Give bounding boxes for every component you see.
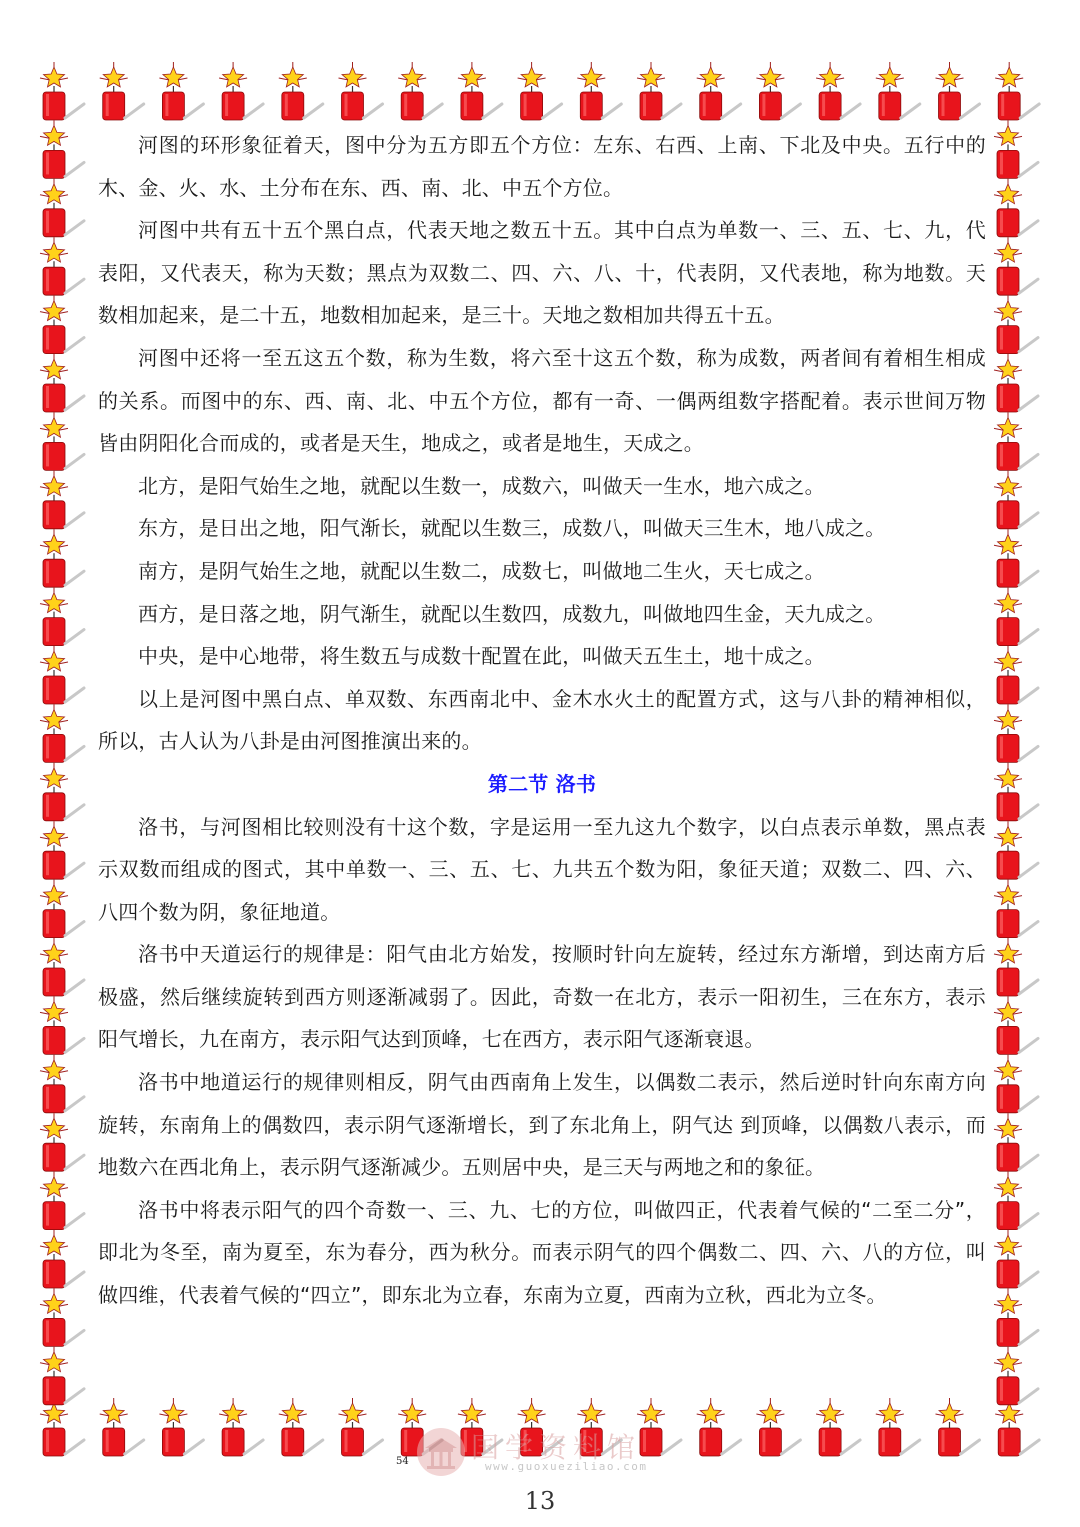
candle-icon xyxy=(697,1398,741,1456)
candle-icon xyxy=(994,471,1038,529)
candle-icon xyxy=(994,821,1038,879)
paragraph-7: 西方，是日落之地，阴气渐生，就配以生数四，成数九，叫做地四生金，天九成之。 xyxy=(138,601,886,626)
candle-icon xyxy=(40,1347,84,1405)
candle-icon xyxy=(994,938,1038,996)
section-paragraph-2: 洛书中天道运行的规律是：阳气由北方始发，按顺时针向左旋转，经过东方渐增，到达南方后极盛，然后继续旋转到西方则逐渐减弱了。因此，奇数一在北方，表示一阳初生，三在东方，表示阳气增长，九在南方，表示阳气达到顶峰，七在西方，表示阳气逐渐衰退。 xyxy=(98,942,986,1052)
candle-icon xyxy=(995,62,1039,120)
candle-icon xyxy=(40,1288,84,1346)
candle-icon xyxy=(40,938,84,996)
candle-icon xyxy=(994,296,1038,354)
candle-icon xyxy=(936,1398,980,1456)
candle-icon xyxy=(994,237,1038,295)
candle-icon xyxy=(994,1055,1038,1113)
candle-icon xyxy=(40,996,84,1054)
candle-icon xyxy=(339,62,383,120)
candle-icon xyxy=(40,1055,84,1113)
candle-icon xyxy=(40,1172,84,1230)
section-paragraph-4: 洛书中将表示阳气的四个奇数一、三、九、七的方位，叫做四正，代表着气候的“二至二分”，即北为冬至，南为夏至，东为春分，西为秋分。而表示阴气的四个偶数二、四、六、八的方位，叫做四维，代表着气候的“四立”，即东北为立春，东南为立夏，西南为立秋，西北为立冬。 xyxy=(98,1197,986,1308)
page-number: 13 xyxy=(524,1487,556,1515)
candle-icon xyxy=(40,62,84,120)
candle-icon xyxy=(577,62,621,120)
candle-icon xyxy=(40,471,84,529)
watermark-url: www.guoxueziliao.com xyxy=(485,1460,648,1473)
paragraph-4: 北方，是阳气始生之地，就配以生数一，成数六，叫做天一生水，地六成之。 xyxy=(138,473,825,498)
watermark-text: 国学资料馆 xyxy=(471,1431,642,1464)
candle-icon xyxy=(40,296,84,354)
candle-icon xyxy=(40,763,84,821)
candle-icon xyxy=(40,179,84,237)
candle-icon xyxy=(994,179,1038,237)
candle-icon xyxy=(279,62,323,120)
candle-icon xyxy=(994,763,1038,821)
paragraph-8: 中央，是中心地带，将生数五与成数十配置在此，叫做天五生土，地十成之。 xyxy=(138,644,825,669)
paragraph-2: 河图中共有五十五个黑白点，代表天地之数五十五。其中白点为单数一、三、五、七、九，代表阳，又代表天，称为天数；黑点为双数二、四、六、八、十，代表阴，又代表地，称为地数。天数相加起来，是二十五，地数相加起来，是三十。天地之数相加共得五十五。 xyxy=(98,218,986,328)
candle-icon xyxy=(936,62,980,120)
candle-icon xyxy=(40,646,84,704)
candle-icon xyxy=(40,821,84,879)
candle-icon xyxy=(637,62,681,120)
candle-icon xyxy=(994,529,1038,587)
candle-icon xyxy=(697,62,741,120)
paragraph-9: 以上是河图中黑白点、单双数、东西南北中、金木水火土的配置方式，这与八卦的精神相似，所以，古人认为八卦是由河图推演出来的。 xyxy=(98,686,986,754)
candle-icon xyxy=(40,1113,84,1171)
candle-icon xyxy=(40,880,84,938)
body-text xyxy=(98,124,986,1317)
candle-icon xyxy=(994,1347,1038,1405)
temple-logo-icon xyxy=(415,1426,467,1478)
candle-icon xyxy=(219,62,263,120)
candle-icon xyxy=(40,120,84,178)
candle-icon xyxy=(994,1230,1038,1288)
candle-icon xyxy=(816,1398,860,1456)
candle-icon xyxy=(518,62,562,120)
paragraph-6: 南方，是阴气始生之地，就配以生数二，成数七，叫做地二生火，天七成之。 xyxy=(138,558,825,583)
candle-icon xyxy=(398,62,442,120)
candle-icon xyxy=(40,1398,84,1456)
paragraph-3: 河图中还将一至五这五个数，称为生数，将六至十这五个数，称为成数，两者间有着相生相成的关系。而图中的东、西、南、北、中五个方位，都有一奇、一偶两组数字搭配着。表示世间万物皆由阴阳化合而成的，或者是天生，地成之，或者是地生，天成之。 xyxy=(98,345,986,456)
candle-icon xyxy=(816,62,860,120)
candle-icon xyxy=(40,237,84,295)
watermark xyxy=(415,1424,675,1480)
candle-icon xyxy=(994,1172,1038,1230)
candle-icon xyxy=(994,1288,1038,1346)
candle-icon xyxy=(994,1113,1038,1171)
candle-icon xyxy=(40,529,84,587)
candle-icon xyxy=(994,412,1038,470)
candle-icon xyxy=(458,62,502,120)
candle-icon xyxy=(100,62,144,120)
section-title: 第二节 洛书 xyxy=(487,771,597,796)
candle-icon xyxy=(40,704,84,762)
candle-icon xyxy=(756,62,800,120)
candle-icon xyxy=(994,646,1038,704)
paragraph-5: 东方，是日出之地，阳气渐长，就配以生数三，成数八，叫做天三生木，地八成之。 xyxy=(138,516,886,541)
candle-icon xyxy=(756,1398,800,1456)
candle-icon xyxy=(40,588,84,646)
printed-page-number: 54 xyxy=(396,1456,409,1467)
candle-icon xyxy=(994,354,1038,412)
candle-icon xyxy=(159,62,203,120)
candle-icon xyxy=(279,1398,323,1456)
candle-icon xyxy=(40,412,84,470)
section-paragraph-1: 洛书，与河图相比较则没有十这个数，字是运用一至九这九个数字，以白点表示单数，黑点表示双数而组成的图式，其中单数一、三、五、七、九共五个数为阳，象征天道；双数二、四、六、八四个数为阴，象征地道。 xyxy=(98,814,986,924)
candle-icon xyxy=(994,880,1038,938)
candle-icon xyxy=(159,1398,203,1456)
candle-icon xyxy=(876,62,920,120)
candle-icon xyxy=(994,996,1038,1054)
candle-icon xyxy=(40,354,84,412)
candle-icon xyxy=(995,1398,1039,1456)
candle-icon xyxy=(339,1398,383,1456)
candle-icon xyxy=(876,1398,920,1456)
candle-icon xyxy=(994,704,1038,762)
section-paragraph-3: 洛书中地道运行的规律则相反，阴气由西南角上发生，以偶数二表示，然后逆时针向东南方向旋转，东南角上的偶数四，表示阴气逐渐增长，到了东北角上，阴气达 到顶峰，以偶数八表示，而地数六在西北角上，表示阴气逐渐减少。五则居中央，是三天与两地之和的象征。 xyxy=(98,1070,986,1180)
candle-icon xyxy=(100,1398,144,1456)
candle-icon xyxy=(40,1230,84,1288)
paragraph-1: 河图的环形象征着天，图中分为五方即五个方位：左东、右西、上南、下北及中央。五行中的木、金、火、水、土分布在东、西、南、北、中五个方位。 xyxy=(98,133,986,200)
candle-icon xyxy=(994,588,1038,646)
candle-icon xyxy=(219,1398,263,1456)
candle-icon xyxy=(994,120,1038,178)
